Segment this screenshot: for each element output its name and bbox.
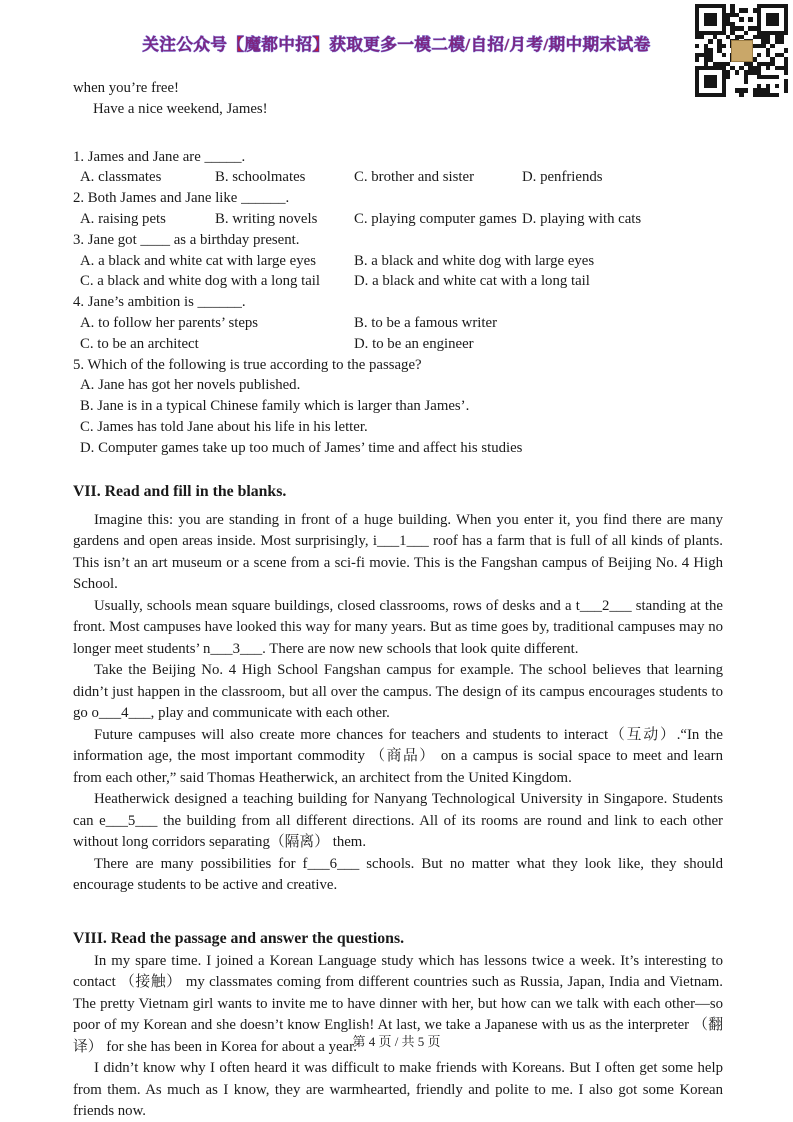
section-7-paragraph: Imagine this: you are standing in front of a huge building. When you enter it, you find there are many gardens and open areas inside. Most surprisingly, i___1___ roof has a farm that is full of all kinds of plants. This isn’t an art museum or a scene from a sci-fi movie. This is the Fangshan campus of Beijing No. 4 High School. [73, 511, 723, 593]
option: D. a black and white cat with a long tail [354, 273, 590, 290]
section-7-paragraph: Take the Beijing No. 4 High School Fangshan campus for example. The school believes that learning didn’t just happen in the classroom, but all over the campus. The design of its campus encourages students to go o___4___, play and communicate with each other. [73, 662, 723, 722]
option: D. to be an engineer [354, 335, 474, 352]
question-stem: 3. Jane got ____ as a birthday present. [73, 231, 300, 248]
qr-logo [731, 40, 753, 62]
option: C. to be an architect [80, 335, 199, 352]
page-content [0, 78, 793, 1122]
header-promo-text: 关注公众号【魔都中招】获取更多一模二模/自招/月考/期中期末试卷 [142, 35, 651, 54]
question-stem: 2. Both James and Jane like ______. [73, 190, 290, 207]
letter-line: Have a nice weekend, James! [93, 100, 268, 117]
option: A. a black and white cat with large eyes [80, 252, 316, 269]
option: A. Jane has got her novels published. [80, 377, 301, 394]
section-8-title: VIII. Read the passage and answer the questions. [73, 929, 405, 947]
option: C. James has told Jane about his life in his letter. [80, 418, 368, 435]
letter-closing [73, 78, 723, 120]
option: B. Jane is in a typical Chinese family which is larger than James’. [80, 398, 470, 415]
option: B. schoolmates [215, 169, 306, 186]
option: D. playing with cats [522, 210, 642, 227]
option-row [80, 251, 723, 272]
qr-code [695, 4, 788, 97]
option: C. a black and white dog with a long tail [80, 273, 320, 290]
option: B. to be a famous writer [354, 314, 497, 331]
option: B. writing novels [215, 210, 318, 227]
section-7-paragraph: Usually, schools mean square buildings, closed classrooms, rows of desks and a t___2___ standing at the front. Most campuses have looked this way for many years. But as time goes by, traditional campuses may no longer meet students’ n___3___. There are now new schools that look quite different. [73, 597, 723, 657]
multiple-choice-questions [73, 147, 723, 459]
letter-line: when you’re free! [73, 80, 179, 96]
section-7-paragraph: Heatherwick designed a teaching building for Nanyang Technological University in Singapore. Students can e___5___ the building from all different directions. All of its rooms are round and link to each other without long corridors separating（隔离） them. [73, 791, 723, 851]
section-7-paragraph: Future campuses will also create more chances for teachers and students to interact（互动）.“In the information age, the most important commodity （商品） on a campus is social space to meet and learn from each other,” said Thomas Heatherwick, an architect from the United Kingdom. [73, 726, 723, 786]
option: D. penfriends [522, 169, 603, 186]
option: D. Computer games take up too much of James’ time and affect his studies [80, 439, 523, 456]
option-row [80, 167, 723, 188]
section-8-paragraph: I didn’t know why I often heard it was difficult to make friends with Koreans. But I often get some help from them. As much as I know, they are warmhearted, friendly and polite to me. I also got some Korean friends now. [73, 1060, 723, 1120]
section-7-paragraph: There are many possibilities for f___6___ schools. But no matter what they look like, they should encourage students to be active and creative. [73, 855, 723, 894]
page-number: 第 4 页 / 共 5 页 [352, 1034, 441, 1049]
option: A. to follow her parents’ steps [80, 314, 259, 331]
option: C. brother and sister [354, 169, 474, 186]
option-row [80, 313, 723, 334]
option: A. classmates [80, 169, 162, 186]
option: B. a black and white dog with large eyes [354, 252, 595, 269]
question-stem: 5. Which of the following is true according to the passage? [73, 356, 422, 373]
option-row [80, 209, 723, 230]
section-8-paragraph: In my spare time. I joined a Korean Language study which has lessons twice a week. It’s interesting to contact （接触） my classmates coming from different countries such as Russia, Japan, India and Vietnam. The pretty Vietnam girl wants to invite me to have dinner with her, but how can we talk with each other—so poor of my Korean and she doesn’t know English! At last, we take a Japanese with us as the interpreter （翻译） for she has been in Korea for about a year. [73, 952, 723, 1055]
option-row [80, 271, 723, 292]
question-stem: 4. Jane’s ambition is ______. [73, 294, 246, 311]
option-row [80, 334, 723, 355]
option: A. raising pets [80, 210, 166, 227]
option: C. playing computer games [354, 210, 517, 227]
section-7-title: VII. Read and fill in the blanks. [73, 482, 287, 500]
question-stem: 1. James and Jane are _____. [73, 148, 246, 165]
